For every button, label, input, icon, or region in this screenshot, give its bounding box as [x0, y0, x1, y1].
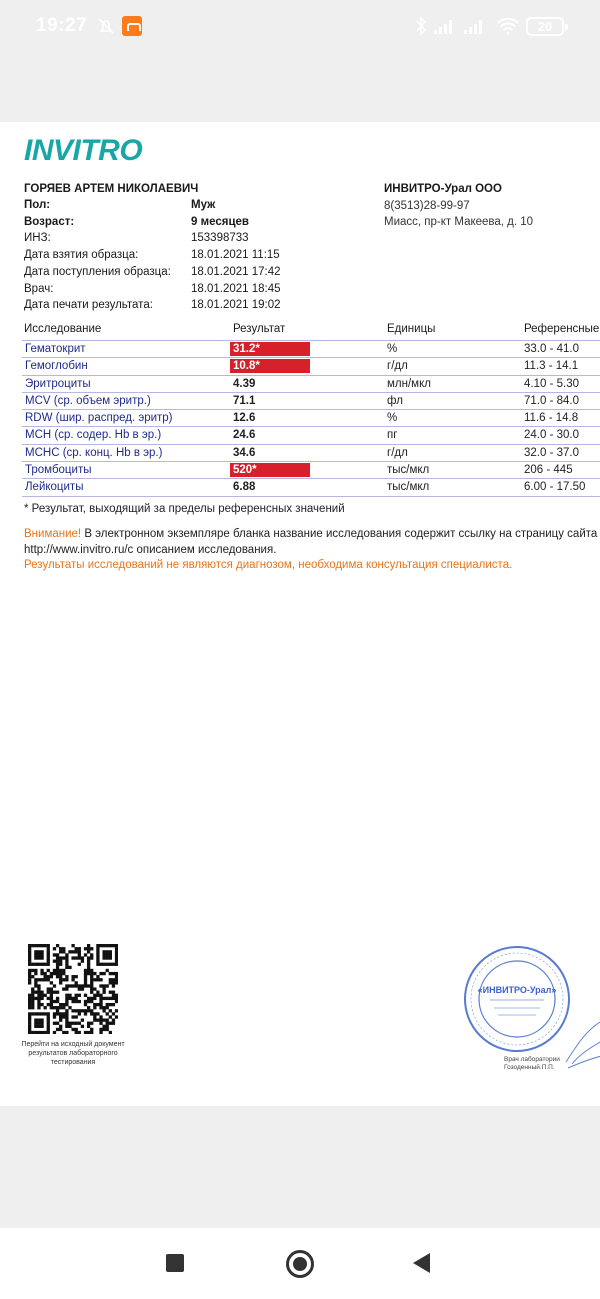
table-row	[22, 479, 600, 496]
wifi-icon	[496, 16, 520, 36]
info-label: Врач:	[24, 282, 54, 295]
lab-report-document	[0, 122, 600, 1106]
test-name-link[interactable]: MCV (ср. объем эритр.)	[25, 394, 151, 407]
invitro-logo: INVITRO	[24, 134, 143, 167]
reference-range: 11.6 - 14.8	[524, 412, 579, 425]
lab-stamp	[462, 944, 572, 1054]
info-label: Дата печати результата:	[24, 299, 153, 312]
table-row	[22, 462, 600, 479]
header-test: Исследование	[24, 323, 102, 335]
result-value: 31.2*	[230, 342, 310, 356]
results-table-header	[24, 323, 600, 339]
navigation-bar	[0, 1228, 600, 1299]
reference-range: 24.0 - 30.0	[524, 429, 579, 442]
signature	[562, 1002, 600, 1072]
result-value: 520*	[230, 463, 310, 477]
reference-range: 6.00 - 17.50	[524, 481, 586, 494]
table-row	[22, 341, 600, 358]
reference-range: 71.0 - 84.0	[524, 394, 579, 407]
notice	[24, 526, 600, 558]
lab-name: ИНВИТРО-Урал ООО	[384, 183, 502, 195]
info-row	[24, 266, 324, 282]
notice-lead: Внимание!	[24, 528, 82, 540]
test-name-link[interactable]: MCHC (ср. конц. Hb в эр.)	[25, 446, 163, 459]
test-name-link[interactable]: Гемоглобин	[25, 360, 88, 373]
units: млн/мкл	[387, 377, 431, 390]
info-value: 18.01.2021 19:02	[191, 299, 281, 312]
battery-level: 20	[537, 19, 553, 34]
doctor-caption-line2: Гозоденный.П.П.	[504, 1064, 555, 1071]
units: %	[387, 412, 398, 425]
signal-icon	[462, 16, 488, 36]
info-row	[24, 249, 324, 265]
reference-range: 206 - 445	[524, 464, 573, 477]
result-value: 10.8*	[230, 359, 310, 373]
header-result: Результат	[233, 323, 286, 335]
units: пг	[387, 429, 398, 442]
result-value: 34.6	[233, 446, 256, 459]
info-label: Пол:	[24, 199, 51, 211]
patient-name: ГОРЯЕВ АРТЕМ НИКОЛАЕВИЧ	[24, 183, 199, 195]
back-button[interactable]	[413, 1253, 430, 1273]
result-value: 71.1	[233, 394, 256, 407]
table-row	[22, 410, 600, 427]
results-table	[22, 340, 600, 497]
table-row	[22, 445, 600, 462]
info-value: 18.01.2021 11:15	[191, 249, 280, 262]
info-label: Возраст:	[24, 215, 75, 228]
result-value: 6.88	[233, 481, 256, 494]
table-row	[22, 358, 600, 375]
test-name-link[interactable]: Гематокрит	[25, 343, 86, 355]
qr-caption: Перейти на исходный документ результатов лабораторного тестирования	[21, 1041, 125, 1066]
mute-icon	[96, 16, 116, 36]
recent-apps-button[interactable]	[166, 1254, 184, 1272]
info-value: 153398733	[191, 232, 249, 245]
result-value: 24.6	[233, 429, 256, 442]
test-name-link[interactable]: Тромбоциты	[25, 464, 92, 477]
reference-range: 33.0 - 41.0	[524, 343, 579, 355]
stamp-text: «ИНВИТРО-Урал»	[477, 985, 557, 995]
table-row	[22, 393, 600, 410]
bluetooth-icon	[414, 16, 428, 36]
result-value: 12.6	[233, 412, 256, 425]
doctor-caption-line1: Врач лаборатории	[504, 1056, 560, 1063]
table-row	[22, 427, 600, 444]
notice-text[interactable]: В электронном экземпляре бланка название исследования содержит ссылку на страницу сайта http://www.invitro.ru/с описанием исследования.	[24, 528, 598, 556]
signal-icon	[432, 16, 458, 36]
test-name-link[interactable]: RDW (шир. распред. эритр)	[25, 412, 173, 425]
info-row	[24, 232, 324, 248]
table-row	[22, 376, 600, 393]
info-value: 18.01.2021 18:45	[191, 282, 281, 295]
header-reference: Референсные	[524, 323, 600, 335]
app-notification-icon	[122, 16, 142, 36]
lab-phone: 8(3513)28-99-97	[384, 200, 470, 212]
footnote: * Результат, выходящий за пределы референсных значений	[24, 503, 345, 515]
info-row	[24, 199, 324, 215]
status-bar	[0, 0, 600, 56]
info-value: 9 месяцев	[191, 215, 249, 228]
units: тыс/мкл	[387, 464, 430, 477]
info-value: 18.01.2021 17:42	[191, 265, 281, 278]
info-label: Дата взятия образца:	[24, 249, 139, 262]
home-button[interactable]	[286, 1250, 314, 1278]
test-name-link[interactable]: MCH (ср. содер. Hb в эр.)	[25, 429, 162, 442]
lab-address: Миасс, пр-кт Макеева, д. 10	[384, 216, 534, 228]
reference-range: 11.3 - 14.1	[524, 360, 579, 373]
reference-range: 32.0 - 37.0	[524, 446, 579, 459]
header-units: Единицы	[387, 323, 436, 335]
reference-range: 4.10 - 5.30	[524, 377, 579, 390]
info-value: Муж	[191, 199, 216, 211]
result-value: 4.39	[233, 377, 256, 390]
units: г/дл	[387, 446, 408, 459]
units: г/дл	[387, 360, 408, 373]
doctor-caption	[504, 1056, 560, 1072]
disclaimer: Результаты исследований не являются диагнозом, необходима консультация специалиста.	[24, 559, 513, 571]
units: тыс/мкл	[387, 481, 430, 494]
info-row	[24, 216, 324, 232]
units: фл	[387, 394, 403, 407]
info-label: Дата поступления образца:	[24, 265, 171, 278]
status-time: 19:27	[36, 15, 88, 36]
battery-icon	[526, 17, 564, 36]
test-name-link[interactable]: Эритроциты	[25, 377, 91, 390]
info-row	[24, 299, 324, 315]
units: %	[387, 343, 398, 355]
info-label: ИНЗ:	[24, 232, 51, 245]
info-row	[24, 283, 324, 299]
qr-code[interactable]	[28, 944, 118, 1034]
test-name-link[interactable]: Лейкоциты	[25, 481, 84, 494]
